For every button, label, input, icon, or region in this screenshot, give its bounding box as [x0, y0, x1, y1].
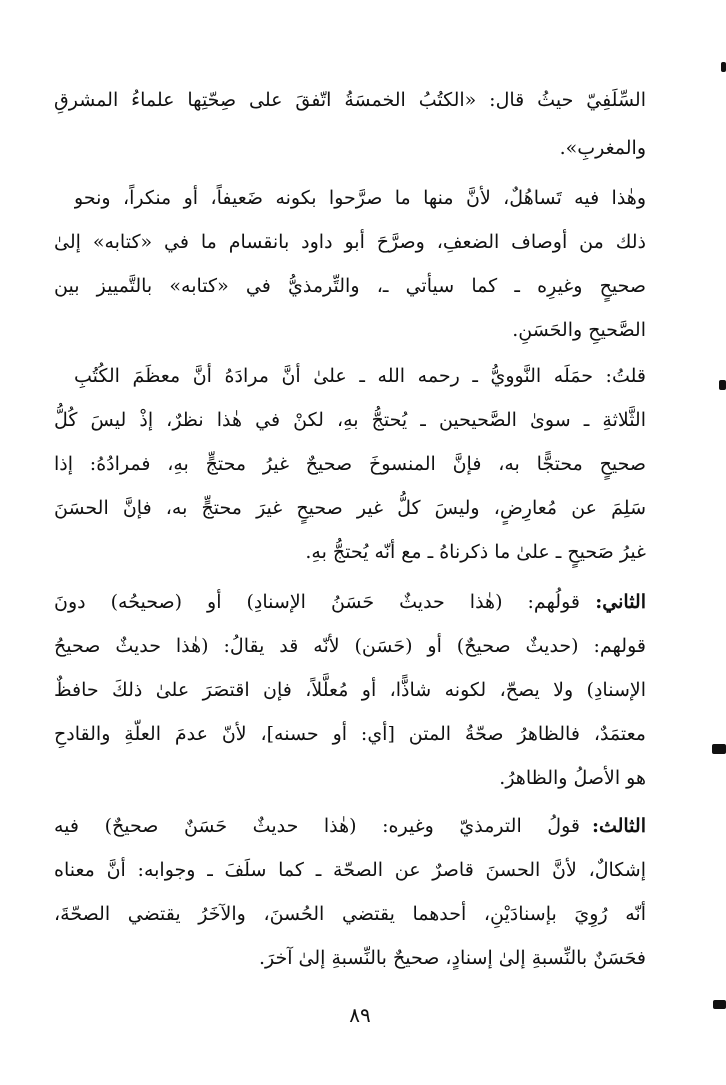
text-line: صحيحٍ محتجًّا به، فإنَّ المنسوخَ صحيحٌ غيرُ محتجٍّ بهِ، فمرادُهُ: إذا — [54, 453, 646, 475]
text-line: معتمَدٌ، فالظاهرُ صحّةُ المتن [أي: أو حسنه]، لأنّ عدمَ العلّةِ والقادحِ — [54, 723, 646, 745]
text-line: الإسنادِ) ولا يصحّ، لكونه شاذًّا، أو مُعلَّلاً، فإن اقتصَرَ علىٰ ذلكَ حافظٌ — [54, 679, 646, 701]
text-line: وهٰذا فيه تَساهُلٌ، لأنَّ منها ما صرَّحوا بكونه ضَعيفاً، أو منكراً، ونحو — [74, 187, 646, 209]
section-heading-second — [586, 582, 646, 622]
scan-edge-mark — [712, 744, 726, 754]
scan-edge-mark — [721, 62, 726, 72]
text-line: سَلِمَ عن مُعارِضٍ، وليسَ كلُّ غير صحيحٍ غيرَ محتجٍّ به، فإنَّ الحسَنَ — [54, 497, 646, 519]
text-line: أنّه رُوِيَ بإسنادَيْنِ، أحدهما يقتضي الحُسنَ، والآخَرُ يقتضي الصحّةَ، — [54, 903, 646, 925]
text-line: ذلك من أوصاف الضعفِ، وصرَّحَ أبو داود بانقسام ما في «كتابه» إلىٰ — [54, 231, 646, 253]
scan-edge-mark — [713, 1000, 726, 1009]
text-line: السِّلَفِيّ حيثُ قال: «الكتُبُ الخمسَةُ اتّفقَ على صِحّتِها علماءُ المشرقِ — [54, 89, 646, 111]
text-line: صحيحٍ وغيرِه ـ كما سيأتي ـ، والتِّرمذيُّ في «كتابه» بالتَّمييز بين — [54, 275, 646, 297]
text-line: هو الأصلُ والظاهرُ. — [499, 767, 646, 789]
page-number: ٨٩ — [349, 1003, 371, 1027]
text-line: إشكالٌ، لأنَّ الحسنَ قاصرٌ عن الصحّة ـ كما سلَفَ ـ وجوابه: أنَّ معناه — [54, 859, 646, 881]
section-heading-third — [586, 806, 646, 846]
text-line: قلتُ: حمَلَه النَّوويُّ ـ رحمه الله ـ علىٰ أنَّ مرادَهُ أنَّ معظَمَ الكُتُبِ — [74, 365, 646, 387]
text-line: قولُ الترمذيّ وغيره: (هٰذا حديثٌ حَسَنٌ صحيحٌ) فيه — [54, 815, 580, 837]
text-line: الثَّلاثةِ ـ سوىٰ الصَّحيحين ـ يُحتجُّ بهِ، لكنْ في هٰذا نظرٌ، إذْ ليسَ كُلُّ — [54, 409, 646, 431]
scan-edge-mark — [719, 380, 726, 390]
text-line: والمغربِ». — [559, 137, 646, 159]
text-line: غيرُ صَحيحٍ ـ علىٰ ما ذكرناهُ ـ مع أنّه يُحتجُّ بهِ. — [305, 541, 646, 563]
text-line: قولهم: (حديثٌ صحيحٌ) أو (حَسَن) لأنّه قد يقالُ: (هٰذا حديثٌ صحيحُ — [54, 635, 646, 657]
text-line: فحَسَنٌ بالنِّسبةِ إلىٰ إسنادٍ، صحيحٌ بالنِّسبةِ إلىٰ آخرَ. — [258, 947, 646, 969]
heading-label: الثالث: — [591, 815, 646, 837]
text-line: قولُهم: (هٰذا حديثٌ حَسَنُ الإسنادِ) أو (صحيحُه) دونَ — [54, 591, 580, 613]
heading-label: الثاني: — [595, 591, 646, 613]
text-line: الصَّحيحِ والحَسَنِ. — [512, 319, 646, 341]
